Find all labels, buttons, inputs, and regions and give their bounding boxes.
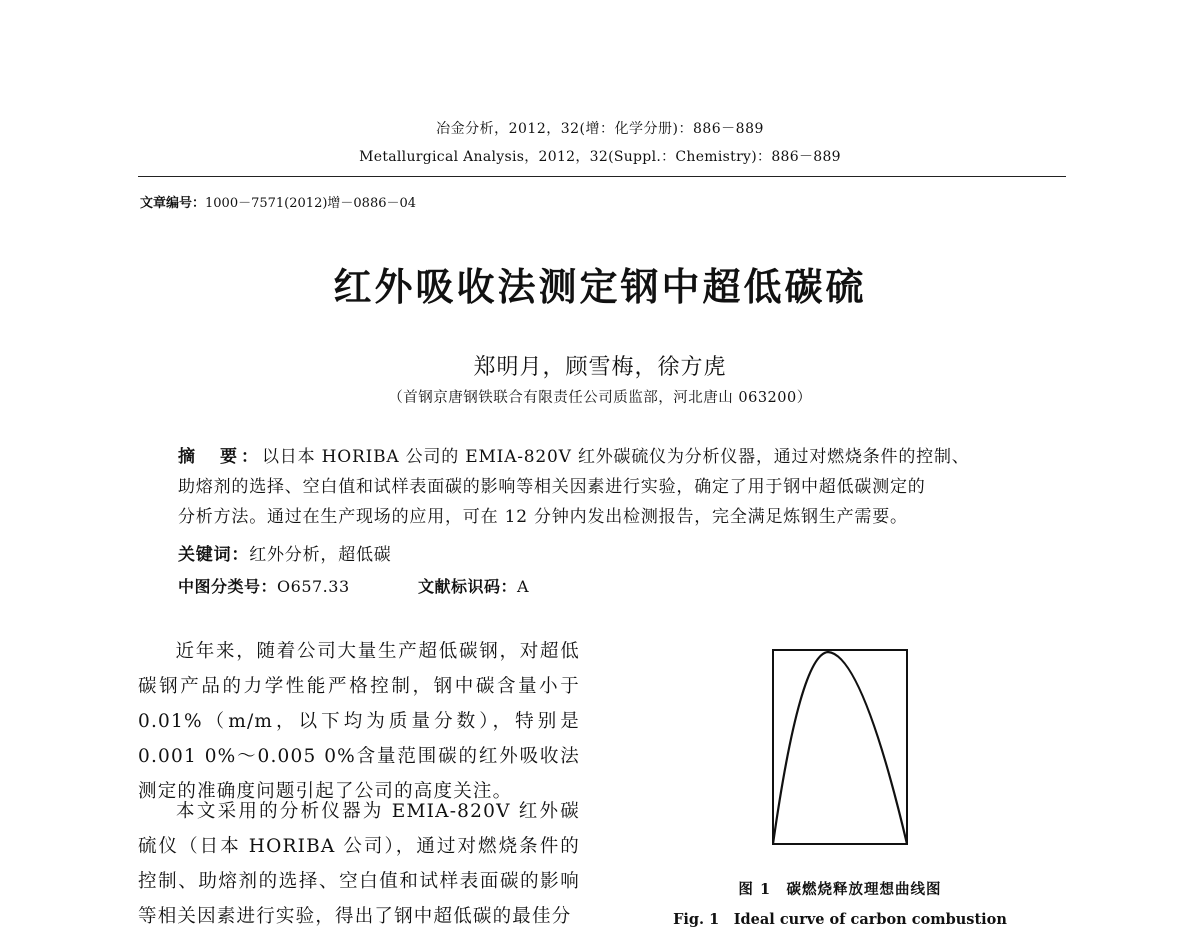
abstract-label: 摘 要： — [178, 447, 262, 467]
keywords-label: 关键词： — [178, 545, 250, 565]
body-paragraph-1-text: 近年来，随着公司大量生产超低碳钢，对超低碳钢产品的力学性能严格控制，钢中碳含量小于 0.01%（m/m，以下均为质量分数），特别是 0.001 0%～0.005 0%含量范围碳的红外吸收法测定的准确度问题引起了公司的高度关注。 — [138, 641, 580, 802]
abstract — [178, 442, 1048, 532]
figure-frame — [773, 650, 907, 844]
article-number-label: 文章编号： — [140, 196, 206, 211]
affiliation: （首钢京唐钢铁联合有限责任公司质监部，河北唐山 063200） — [388, 390, 812, 406]
figure-caption-cn: 图 1 碳燃烧释放理想曲线图 — [738, 881, 942, 898]
body-paragraph-2 — [138, 794, 580, 934]
keywords-value: 红外分析，超低碳 — [249, 545, 392, 565]
clc-number — [178, 574, 350, 597]
journal-citation-cn: 冶金分析，2012，32(增：化学分册)：886－889 — [436, 121, 764, 137]
combustion-curve-figure — [772, 648, 910, 848]
abstract-line-3: 分析方法。通过在生产现场的应用，可在 12 分钟内发出检测报告，完全满足炼钢生产需要。 — [178, 507, 908, 527]
body-paragraph-2-text: 本文采用的分析仪器为 EMIA-820V 红外碳硫仪（日本 HORIBA 公司），通过对燃烧条件的控制、助熔剂的选择、空白值和试样表面碳的影响等相关因素进行实验，得出了钢中超低碳的最佳分 — [138, 801, 580, 927]
document-code-label: 文献标识码： — [418, 577, 518, 596]
keywords — [178, 540, 392, 565]
body-paragraph-1 — [138, 634, 580, 809]
clc-label: 中图分类号： — [178, 577, 278, 596]
ideal-curve — [773, 652, 907, 844]
journal-citation-en: Metallurgical Analysis，2012，32(Suppl.：Chemistry)：886－889 — [359, 149, 841, 165]
header-rule — [138, 176, 1066, 177]
paper-title: 红外吸收法测定钢中超低碳硫 — [333, 265, 867, 309]
abstract-line-2: 助熔剂的选择、空白值和试样表面碳的影响等相关因素进行实验，确定了用于钢中超低碳测定的 — [178, 477, 926, 497]
article-number-value: 1000－7571(2012)增－0886－04 — [205, 196, 417, 211]
article-number — [140, 192, 416, 211]
authors: 郑明月，顾雪梅，徐方虎 — [473, 355, 727, 380]
document-code — [418, 574, 529, 597]
abstract-line-1: 以日本 HORIBA 公司的 EMIA-820V 红外碳硫仪为分析仪器，通过对燃烧条件的控制、 — [262, 447, 970, 467]
clc-value: O657.33 — [277, 577, 350, 596]
figure-caption-en: Fig. 1 Ideal curve of carbon combustion — [673, 911, 1007, 928]
document-code-value: A — [517, 577, 530, 596]
